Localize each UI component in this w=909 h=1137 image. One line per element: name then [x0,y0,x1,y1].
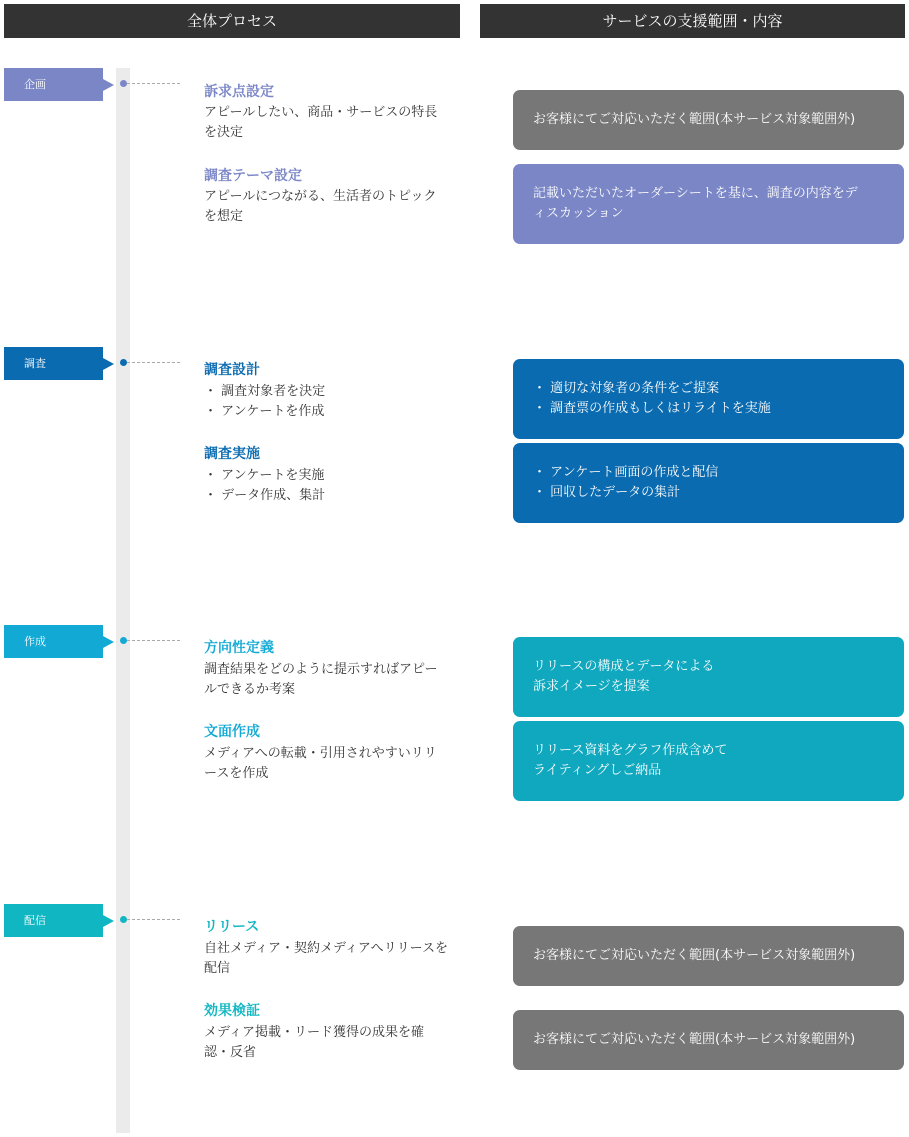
phase-arrow-icon [103,915,114,927]
desc-line: 認・反省 [204,1045,257,1060]
box-line: ・ 調査票の作成もしくはリライトを実施 [533,401,771,416]
box-line: リリース資料をグラフ作成含めて [533,743,728,758]
scope-box-research [513,443,904,523]
desc-line: 自社メディア・契約メディアへリリースを [204,941,449,956]
scope-box-plan [513,164,904,244]
box-line: ・ アンケート画面の作成と配信 [533,465,719,480]
desc-line: アピールにつながる、生活者のトピック [204,189,437,204]
step-description [204,939,474,979]
box-line: 訴求イメージを提案 [533,679,650,694]
step-description [204,1023,474,1063]
desc-line: メディア掲載・リード獲得の成果を確 [204,1025,424,1040]
scope-box-research [513,359,904,439]
step-title: 効果検証 [204,1003,260,1019]
timeline-dot [120,637,127,644]
step-title: 文面作成 [204,724,260,740]
box-line: ライティングしご納品 [533,763,662,778]
box-line: お客様にてご対応いただく範囲(本サービス対象範囲外) [533,1032,856,1047]
phase-tag-research [4,347,103,380]
timeline-dot [120,916,127,923]
scope-box-create [513,721,904,801]
step-description [204,660,474,700]
box-line: お客様にてご対応いただく範囲(本サービス対象範囲外) [533,112,856,127]
phase-arrow-icon [103,358,114,370]
desc-line: ースを作成 [204,766,269,781]
phase-label: 企画 [24,78,46,91]
desc-line: 調査結果をどのように提示すればアピー [204,662,438,677]
scope-box-out-of-scope [513,1010,904,1070]
process-header: 全体プロセス [4,4,460,38]
desc-line: ・ アンケートを作成 [204,404,325,419]
desc-line: アピールしたい、商品・サービスの特長 [204,105,438,120]
step-title: 調査実施 [204,446,260,462]
step-title: 訴求点設定 [204,84,274,100]
box-line: ・ 回収したデータの集計 [533,485,681,500]
step-title: 調査設計 [204,362,260,378]
step-title: リリース [204,919,260,935]
scope-box-create [513,637,904,717]
phase-label: 調査 [24,357,46,370]
step-description [204,103,474,143]
box-line: リリースの構成とデータによる [533,659,715,674]
box-line: ・ 適切な対象者の条件をご提案 [533,381,720,396]
connector-dash [127,919,180,920]
desc-line: 配信 [204,961,231,976]
phase-label: 作成 [24,635,46,648]
step-title: 方向性定義 [204,640,274,656]
timeline-dot [120,359,127,366]
phase-arrow-icon [103,79,114,91]
connector-dash [127,83,180,84]
desc-line: を決定 [204,125,244,140]
phase-arrow-icon [103,636,114,648]
desc-line: を想定 [204,209,244,224]
phase-tag-plan [4,68,103,101]
step-description [204,744,474,784]
desc-line: ルできるか考案 [204,682,296,697]
box-line: ィスカッション [533,206,624,221]
desc-line: ・ 調査対象者を決定 [204,384,326,399]
timeline-dot [120,80,127,87]
step-title: 調査テーマ設定 [204,168,302,184]
phase-label: 配信 [24,914,46,927]
connector-dash [127,640,180,641]
step-description [204,466,474,506]
step-description [204,382,474,422]
desc-line: ・ データ作成、集計 [204,488,326,503]
box-line: お客様にてご対応いただく範囲(本サービス対象範囲外) [533,948,856,963]
desc-line: メディアへの転載・引用されやすいリリ [204,746,437,761]
box-line: 記載いただいたオーダーシートを基に、調査の内容をデ [533,186,858,201]
support-scope-header: サービスの支援範囲・内容 [480,4,905,38]
timeline-line [116,68,130,1133]
phase-tag-deliver [4,904,103,937]
scope-box-out-of-scope [513,90,904,150]
step-description [204,187,474,227]
phase-tag-create [4,625,103,658]
connector-dash [127,362,180,363]
scope-box-out-of-scope [513,926,904,986]
desc-line: ・ アンケートを実施 [204,468,325,483]
